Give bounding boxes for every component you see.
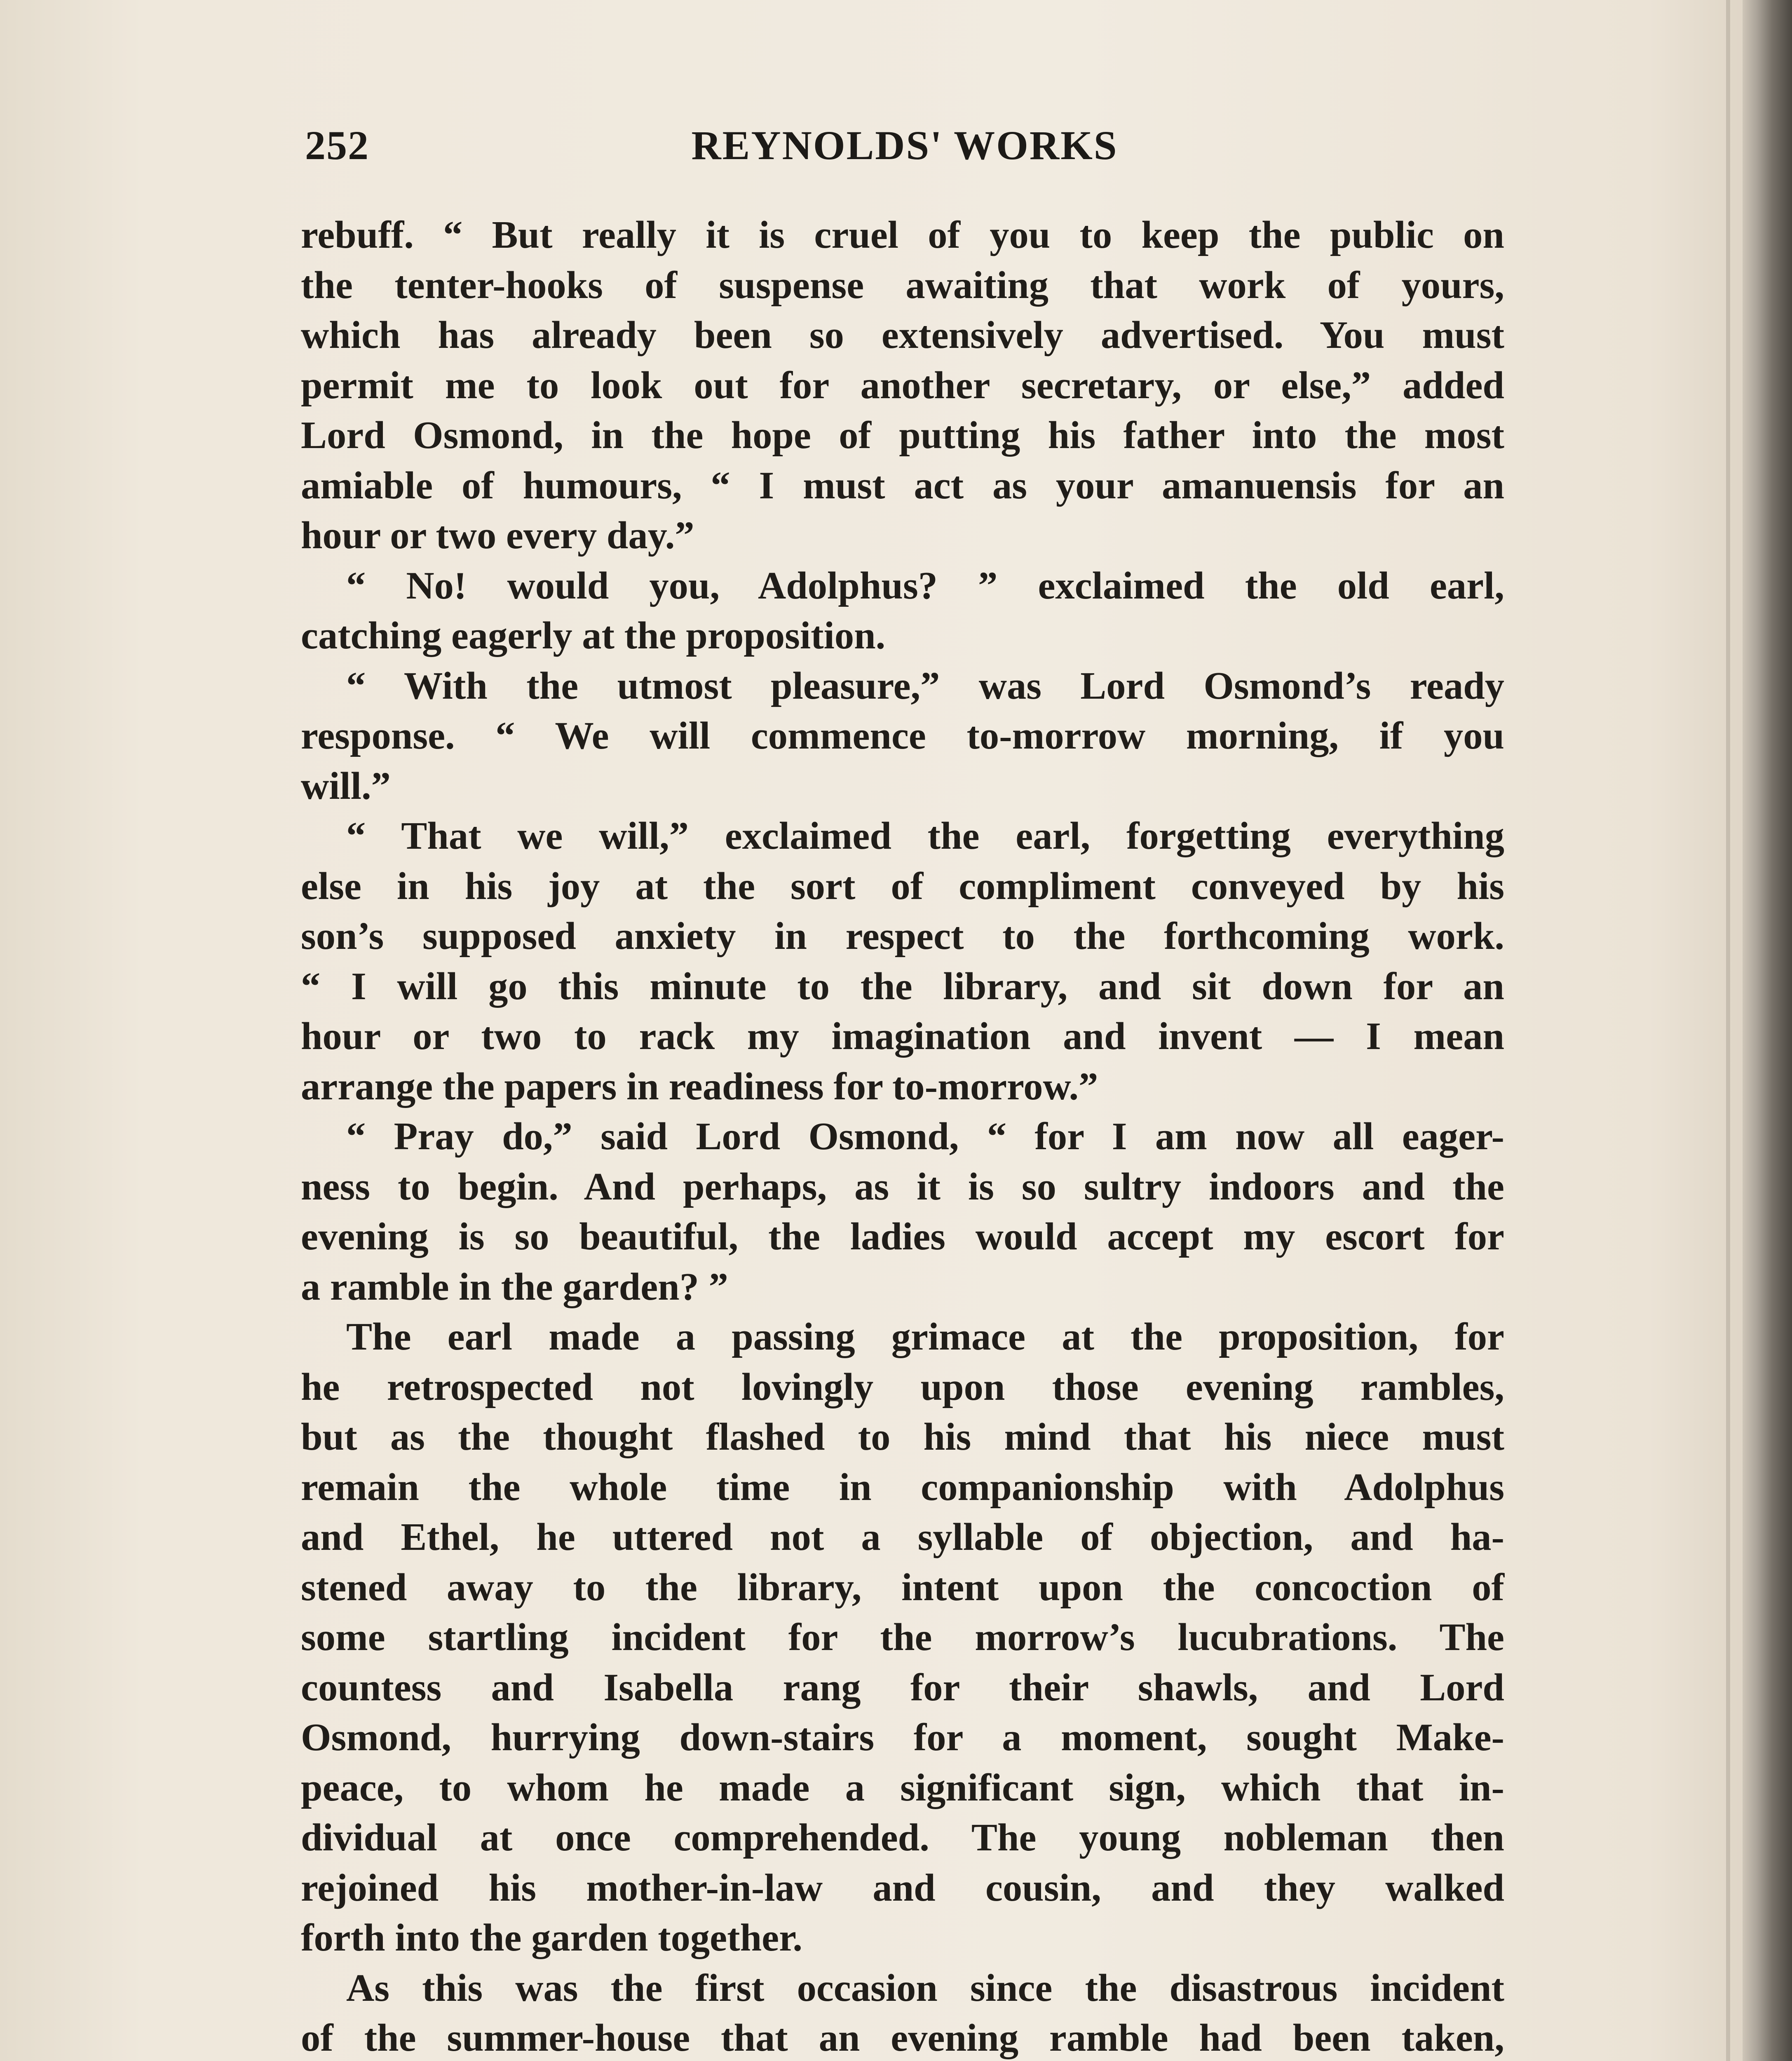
text-line: peace, to whom he made a significant sign, which that in- — [301, 1766, 1504, 1809]
page-number: 252 — [305, 122, 369, 168]
text-line: countess and Isabella rang for their shawls, and Lord — [301, 1666, 1504, 1709]
text-line: he retrospected not lovingly upon those evening rambles, — [301, 1365, 1504, 1408]
text-line: hour or two to rack my imagination and invent — I mean — [301, 1015, 1504, 1058]
page-edge-shadow — [1743, 0, 1792, 2061]
text-line: else in his joy at the sort of compliment conveyed by his — [301, 864, 1504, 908]
text-line: The earl made a passing grimace at the proposition, for — [346, 1315, 1504, 1358]
text-line: a ramble in the garden? ” — [301, 1265, 728, 1308]
text-line: catching eagerly at the proposition. — [301, 614, 886, 657]
text-line: ness to begin. And perhaps, as it is so sultry indoors and the — [301, 1165, 1504, 1208]
text-line: Osmond, hurrying down-stairs for a moment, sought Make- — [301, 1716, 1504, 1759]
text-line: of the summer-house that an evening ramble had been taken, — [301, 2016, 1504, 2059]
running-title: REYNOLDS' WORKS — [691, 122, 1118, 168]
text-line: will.” — [301, 764, 391, 807]
text-line: “ No! would you, Adolphus? ” exclaimed the old earl, — [346, 564, 1504, 607]
text-line: hour or two every day.” — [301, 514, 694, 557]
text-line: response. “ We will commence to-morrow morning, if you — [301, 714, 1504, 757]
text-line: forth into the garden together. — [301, 1916, 802, 1959]
text-line: “ I will go this minute to the library, and sit down for an — [301, 965, 1504, 1008]
text-line: “ That we will,” exclaimed the earl, forgetting everything — [346, 815, 1504, 857]
text-line: As this was the first occasion since the disastrous incident — [346, 1966, 1504, 2009]
text-line: Lord Osmond, in the hope of putting his father into the most — [301, 414, 1504, 457]
text-line: evening is so beautiful, the ladies would accept my escort for — [301, 1215, 1504, 1258]
text-line: which has already been so extensively advertised. You must — [301, 314, 1504, 357]
text-line: but as the thought flashed to his mind that his niece must — [301, 1415, 1504, 1458]
text-line: stened away to the library, intent upon the concoction of — [301, 1566, 1504, 1609]
text-line: the tenter-hooks of suspense awaiting that work of yours, — [301, 263, 1504, 307]
text-line: arrange the papers in readiness for to-morrow.” — [301, 1065, 1098, 1108]
text-line: amiable of humours, “ I must act as your amanuensis for an — [301, 464, 1504, 507]
text-line: dividual at once comprehended. The young nobleman then — [301, 1816, 1504, 1859]
text-line: and Ethel, he uttered not a syllable of objection, and ha- — [301, 1516, 1504, 1559]
running-head — [305, 119, 1504, 172]
text-line: permit me to look out for another secretary, or else,” added — [301, 364, 1504, 407]
text-line: remain the whole time in companionship with Adolphus — [301, 1465, 1504, 1509]
page-gutter-line — [1726, 0, 1730, 2061]
text-line: some startling incident for the morrow’s lucubrations. The — [301, 1616, 1504, 1659]
body-text — [301, 210, 1504, 2061]
text-line: “ With the utmost pleasure,” was Lord Osmond’s ready — [346, 664, 1504, 707]
text-line: son’s supposed anxiety in respect to the forthcoming work. — [301, 915, 1504, 958]
text-line: rebuff. “ But really it is cruel of you to keep the public on — [301, 214, 1504, 256]
text-line: rejoined his mother-in-law and cousin, and they walked — [301, 1866, 1504, 1909]
text-line: “ Pray do,” said Lord Osmond, “ for I am now all eager- — [346, 1115, 1504, 1158]
